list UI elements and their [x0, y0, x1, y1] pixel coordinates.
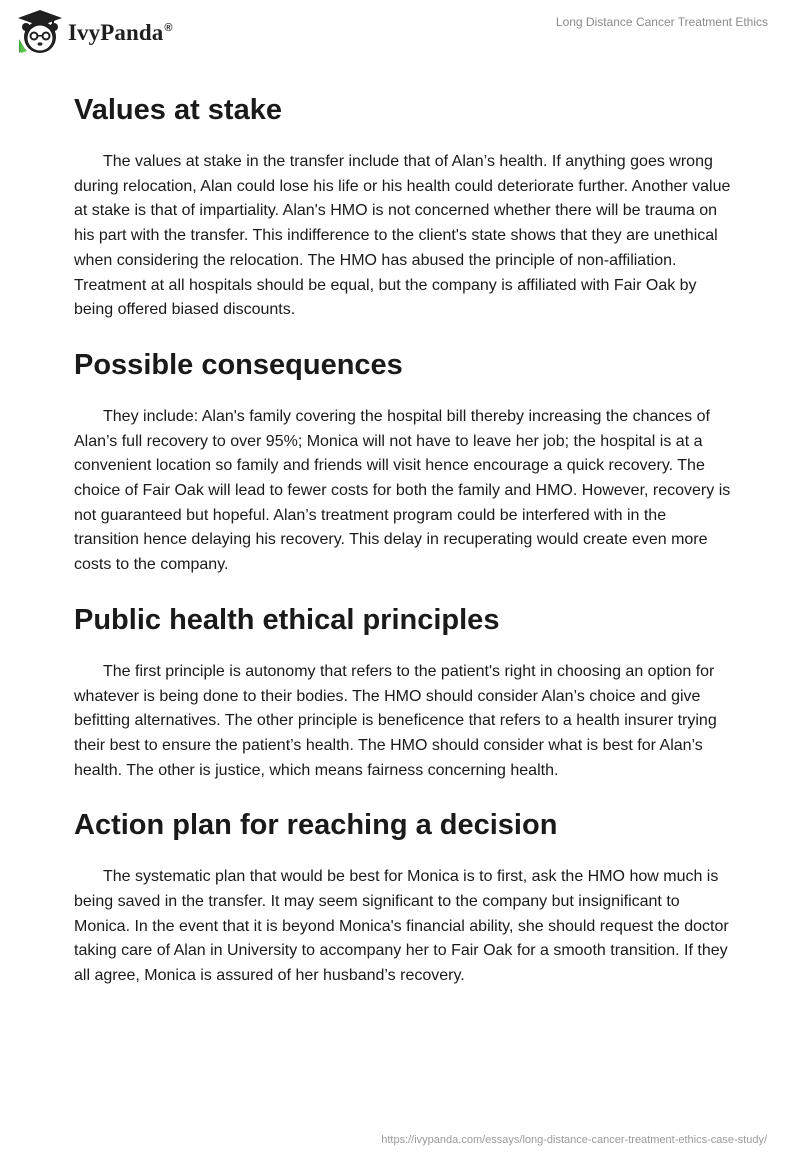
section-action-plan — [74, 803, 734, 989]
section-heading: Public health ethical principles — [74, 603, 500, 636]
section-paragraph: The values at stake in the transfer include that of Alan’s health. If anything goes wrong during relocation, Alan could lose his life or his health could deteriorate further. Another value at stake is that of impartiality. Alan's HMO is not concerned whether there will be trauma on his part with the transfer. This indifference to the client's state shows that they are unethical when considering the relocation. The HMO has abused the principle of non-affiliation. Treatment at all hospitals should be equal, but the company is affiliated with Fair Oak by being offered biased discounts. — [74, 153, 731, 319]
source-url[interactable]: https://ivypanda.com/essays/long-distance-cancer-treatment-ethics-case-study/ — [381, 1134, 767, 1146]
section-values-at-stake — [74, 88, 734, 323]
section-heading: Values at stake — [74, 94, 282, 126]
brand-name: IvyPanda® — [68, 20, 173, 45]
section-public-health-ethical-principles — [74, 598, 734, 784]
section-possible-consequences — [74, 343, 734, 578]
section-heading: Possible consequences — [74, 348, 403, 381]
document-title: Long Distance Cancer Treatment Ethics — [555, 15, 768, 29]
registered-mark: ® — [164, 22, 173, 35]
section-paragraph: The systematic plan that would be best for Monica is to first, ask the HMO how much is being saved in the transfer. It may seem significant to the company but insignificant to Monica. In the event that it is beyond Monica's financial ability, she should request the doctor taking care of Alan in University to accompany her to Fair Oak for a smooth transition. If they all agree, Monica is assured of her husband’s recovery. — [74, 868, 729, 985]
panda-graduation-cap-icon — [16, 9, 64, 55]
essay-content — [74, 70, 734, 989]
section-paragraph: The first principle is autonomy that refers to the patient's right in choosing an option for whatever is being done to their bodies. The HMO should consider Alan’s choice and give befitting alternatives. The other principle is beneficence that refers to a health insurer trying their best to ensure the patient’s health. The HMO should consider what is best for Alan’s health. The other is justice, which means fairness concerning health. — [74, 662, 717, 779]
brand-logo[interactable] — [16, 9, 173, 55]
section-paragraph: They include: Alan's family covering the hospital bill thereby increasing the chances of Alan’s full recovery to over 95%; Monica will not have to leave her job; the hospital is at a convenient location so family and friends will visit hence encourage a quick recovery. The choice of Fair Oak will lead to fewer costs for both the family and HMO. However, recovery is not guaranteed but hopeful. Alan’s treatment program could be interfered with in the transition hence delaying his recovery. This delay in recuperating would create even more costs to the company. — [74, 407, 731, 574]
section-heading: Action plan for reaching a decision — [74, 809, 558, 842]
page-header — [0, 0, 800, 62]
